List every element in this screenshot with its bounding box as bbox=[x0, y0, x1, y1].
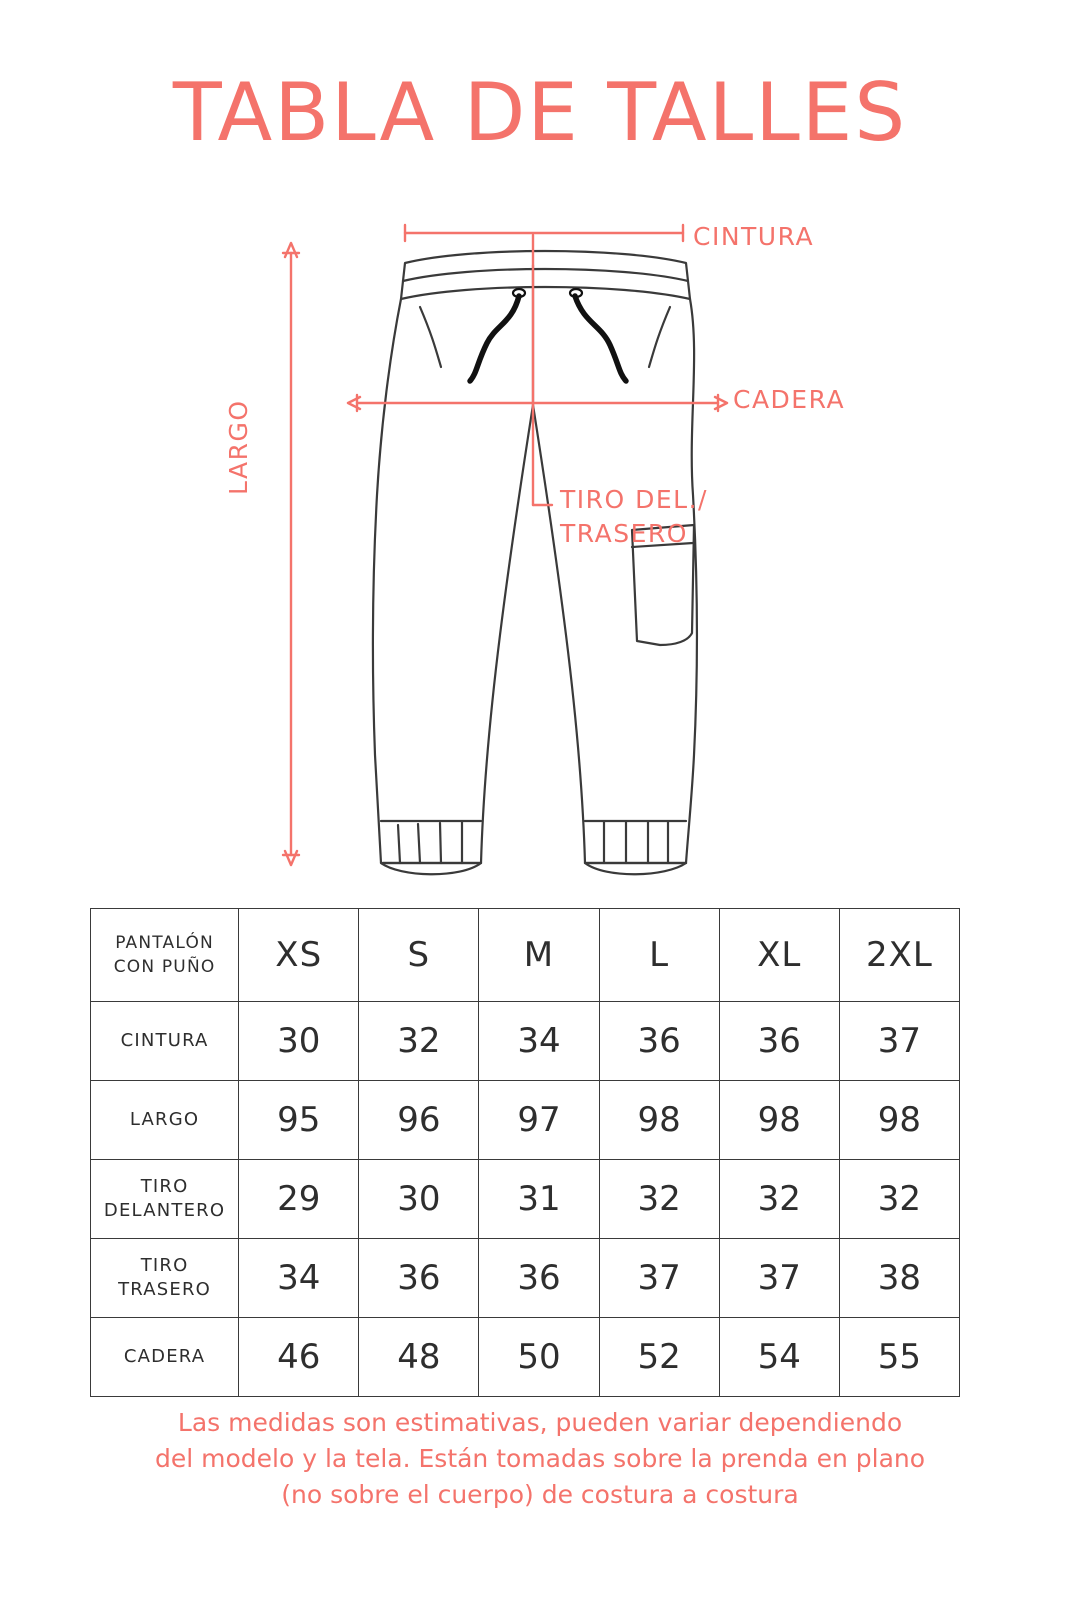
size-table bbox=[90, 908, 960, 1397]
label-tiro bbox=[560, 483, 708, 551]
cell-largo-l: 98 bbox=[599, 1081, 719, 1160]
size-table-wrapper bbox=[90, 908, 960, 1397]
table-header-row bbox=[91, 909, 960, 1002]
cell-cadera-s: 48 bbox=[359, 1318, 479, 1397]
table-row bbox=[91, 1002, 960, 1081]
cell-tiro-delantero-s: 30 bbox=[359, 1160, 479, 1239]
cell-tiro-delantero-xl: 32 bbox=[719, 1160, 839, 1239]
cell-largo-xl: 98 bbox=[719, 1081, 839, 1160]
cell-tiro-trasero-xs: 34 bbox=[239, 1239, 359, 1318]
footnote bbox=[0, 1405, 1080, 1513]
corner-line2: CON PUÑO bbox=[113, 957, 216, 977]
corner-line1: PANTALÓN bbox=[115, 933, 214, 953]
label-cadera: CADERA bbox=[733, 385, 846, 414]
page-title: TABLA DE TALLES bbox=[172, 66, 908, 159]
label-tiro-line1: TIRO DEL./ bbox=[560, 485, 708, 514]
cell-cintura-xs: 30 bbox=[239, 1002, 359, 1081]
pants-drawing bbox=[373, 251, 697, 874]
table-row bbox=[91, 1239, 960, 1318]
cell-tiro-trasero-m: 36 bbox=[479, 1239, 599, 1318]
cell-tiro-trasero-2xl: 38 bbox=[839, 1239, 959, 1318]
cell-cadera-xs: 46 bbox=[239, 1318, 359, 1397]
row-label-line1: TIRO bbox=[140, 1255, 189, 1276]
footnote-line-3: (no sobre el cuerpo) de costura a costura bbox=[281, 1480, 799, 1509]
row-label-line1: TIRO bbox=[140, 1176, 189, 1197]
table-row bbox=[91, 1160, 960, 1239]
cell-tiro-delantero-xs: 29 bbox=[239, 1160, 359, 1239]
cell-tiro-delantero-2xl: 32 bbox=[839, 1160, 959, 1239]
size-diagram bbox=[0, 195, 1080, 905]
label-cintura: CINTURA bbox=[693, 222, 815, 251]
cell-cadera-l: 52 bbox=[599, 1318, 719, 1397]
size-header-l: L bbox=[599, 909, 719, 1002]
cell-cintura-s: 32 bbox=[359, 1002, 479, 1081]
size-header-xs: XS bbox=[239, 909, 359, 1002]
row-label-cintura: CINTURA bbox=[91, 1002, 239, 1081]
table-corner-label bbox=[91, 909, 239, 1002]
size-header-m: M bbox=[479, 909, 599, 1002]
row-label-cadera: CADERA bbox=[91, 1318, 239, 1397]
cell-tiro-delantero-m: 31 bbox=[479, 1160, 599, 1239]
row-label-largo: LARGO bbox=[91, 1081, 239, 1160]
cell-tiro-delantero-l: 32 bbox=[599, 1160, 719, 1239]
cell-largo-s: 96 bbox=[359, 1081, 479, 1160]
footnote-line-2: del modelo y la tela. Están tomadas sobre la prenda en plano bbox=[154, 1444, 926, 1473]
row-label-line2: TRASERO bbox=[118, 1279, 212, 1300]
footnote-line-1: Las medidas son estimativas, pueden variar dependiendo bbox=[177, 1408, 903, 1437]
label-tiro-line2: TRASERO bbox=[560, 519, 688, 548]
cell-largo-xs: 95 bbox=[239, 1081, 359, 1160]
label-largo: LARGO bbox=[224, 399, 253, 495]
cell-cintura-l: 36 bbox=[599, 1002, 719, 1081]
cell-tiro-trasero-xl: 37 bbox=[719, 1239, 839, 1318]
cell-largo-2xl: 98 bbox=[839, 1081, 959, 1160]
cell-cadera-xl: 54 bbox=[719, 1318, 839, 1397]
size-header-s: S bbox=[359, 909, 479, 1002]
cell-largo-m: 97 bbox=[479, 1081, 599, 1160]
cell-cintura-2xl: 37 bbox=[839, 1002, 959, 1081]
table-row bbox=[91, 1318, 960, 1397]
size-header-xl: XL bbox=[719, 909, 839, 1002]
cell-cadera-m: 50 bbox=[479, 1318, 599, 1397]
table-row bbox=[91, 1081, 960, 1160]
row-label-tiro-delantero bbox=[91, 1160, 239, 1239]
cell-cintura-xl: 36 bbox=[719, 1002, 839, 1081]
cell-cintura-m: 34 bbox=[479, 1002, 599, 1081]
cell-cadera-2xl: 55 bbox=[839, 1318, 959, 1397]
row-label-line2: DELANTERO bbox=[103, 1200, 226, 1221]
cell-tiro-trasero-s: 36 bbox=[359, 1239, 479, 1318]
size-header-2xl: 2XL bbox=[839, 909, 959, 1002]
row-label-tiro-trasero bbox=[91, 1239, 239, 1318]
cell-tiro-trasero-l: 37 bbox=[599, 1239, 719, 1318]
